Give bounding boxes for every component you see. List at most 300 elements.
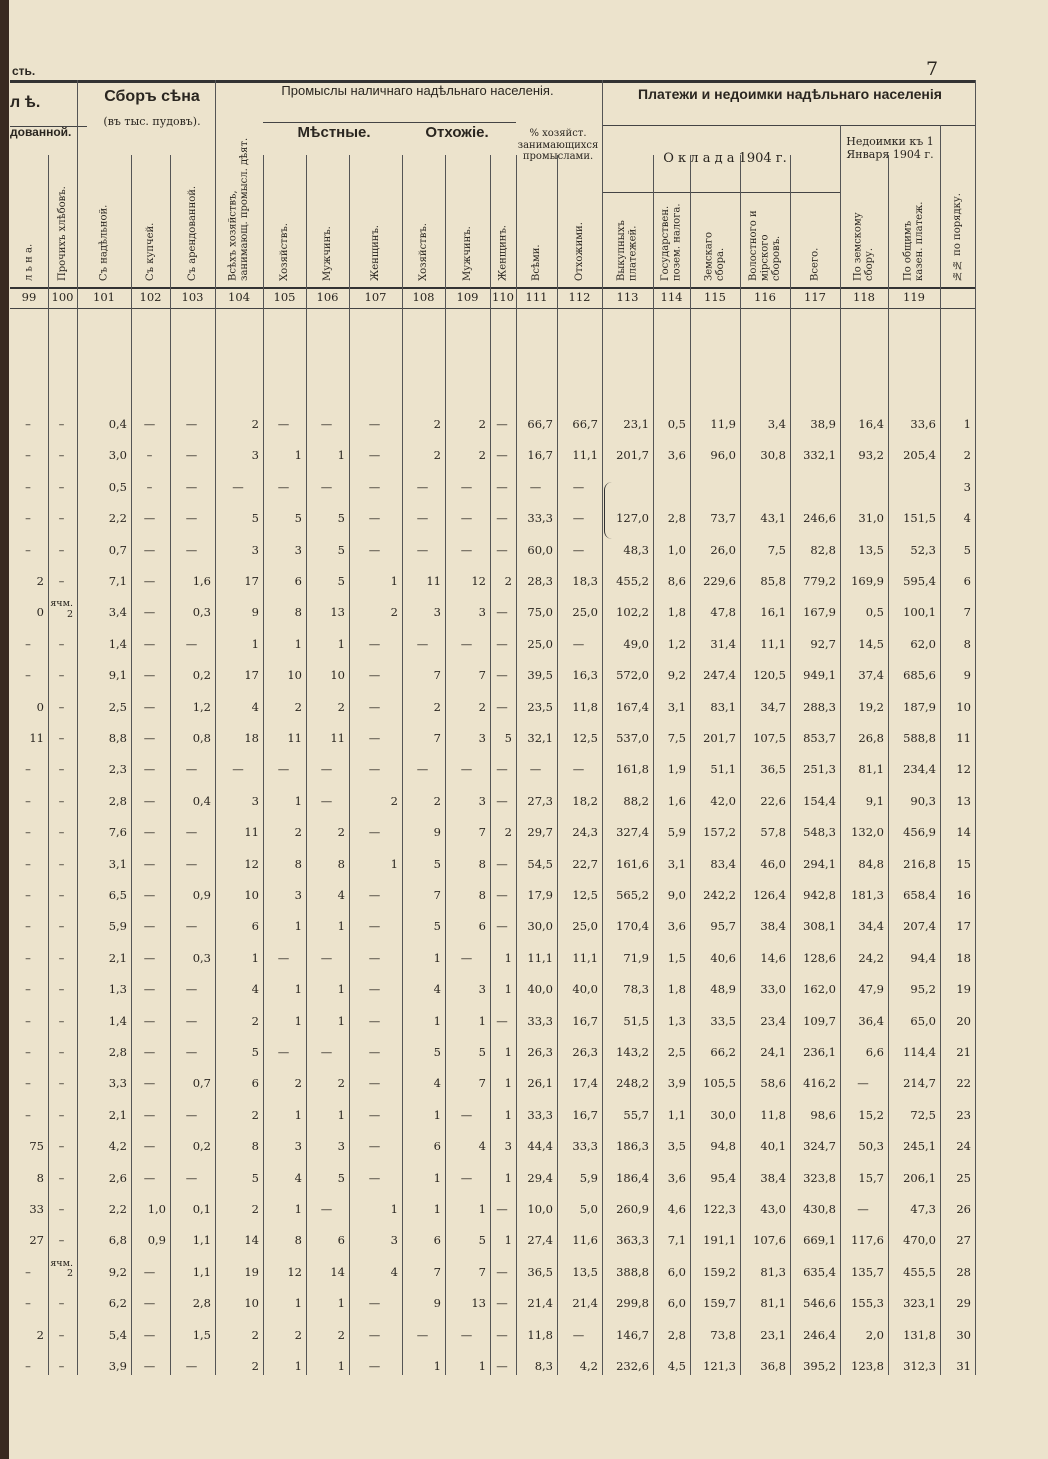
table-cell: 1 <box>433 950 441 965</box>
table-cell: 12 <box>244 856 259 871</box>
table-cell: — <box>368 668 381 683</box>
table-cell: 2 <box>337 1327 345 1342</box>
table-cell: – <box>25 1045 31 1059</box>
table-cell: 7,1 <box>108 574 127 588</box>
table-cell: 1,0 <box>147 1202 166 1216</box>
column-label: Хозяйствъ. <box>278 223 290 281</box>
table-cell: — <box>496 479 508 494</box>
table-cell: 16 <box>956 888 971 902</box>
table-cell: 14,5 <box>858 636 884 651</box>
table-cell: — <box>368 636 381 651</box>
column-number: 100 <box>51 290 74 304</box>
table-cell: 2 <box>251 1013 259 1028</box>
table-row <box>10 1359 975 1390</box>
table-cell: 12 <box>956 762 971 777</box>
table-cell: 4 <box>251 699 259 714</box>
table-cell: 332,1 <box>803 448 836 463</box>
table-cell: 3 <box>294 1139 302 1154</box>
table-cell: – <box>58 856 65 871</box>
table-cell: 13,5 <box>858 542 884 557</box>
table-cell: 363,3 <box>616 1233 649 1248</box>
column-number: 108 <box>412 290 435 304</box>
table-cell: 38,4 <box>760 1170 786 1185</box>
table-cell: 39,5 <box>527 668 553 683</box>
table-cell: 19,2 <box>858 699 884 714</box>
table-cell: 2 <box>478 699 486 714</box>
arrears-title: Недоимки къ 1 Января 1904 г. <box>846 135 934 161</box>
table-cell: 201,7 <box>703 731 736 745</box>
table-cell: 12 <box>471 574 486 588</box>
table-cell: 1 <box>390 574 398 588</box>
table-cell: 7,5 <box>667 731 686 745</box>
table-cell: 30 <box>956 1327 971 1342</box>
table-cell: 48,3 <box>623 542 649 557</box>
table-cell: 10 <box>330 668 345 683</box>
table-cell: 27 <box>956 1233 971 1248</box>
table-cell: 11 <box>244 825 259 840</box>
table-cell: — <box>496 605 508 620</box>
table-cell: 11,8 <box>760 1107 786 1122</box>
table-cell: 24 <box>956 1139 971 1154</box>
table-cell: 2 <box>251 1359 259 1373</box>
table-cell: — <box>368 1139 381 1154</box>
table-cell: 2,0 <box>865 1327 884 1342</box>
column-label: Всѣхъ хозяйствъ, занимающ. промысл. дѣят. <box>227 137 250 281</box>
table-cell: 127,0 <box>616 511 649 526</box>
table-cell: — <box>496 919 508 934</box>
table-cell: 33,0 <box>760 982 786 997</box>
table-cell: 44,4 <box>527 1139 553 1154</box>
table-cell: 1 <box>294 919 302 934</box>
table-cell: 1 <box>294 1359 302 1373</box>
table-cell: 0,9 <box>147 1233 166 1248</box>
table-cell: — <box>185 479 198 494</box>
table-cell: 1 <box>390 856 398 871</box>
table-cell: 34,4 <box>858 919 884 934</box>
table-cell: 1,0 <box>667 542 686 557</box>
table-cell: — <box>232 762 244 777</box>
table-cell: — <box>185 762 198 777</box>
table-cell: 10 <box>956 699 971 714</box>
table-cell: — <box>496 542 508 557</box>
table-cell: – <box>25 1264 31 1279</box>
table-cell: — <box>857 1076 869 1091</box>
table-cell: 20 <box>956 1013 971 1028</box>
table-cell: 2 <box>251 417 259 431</box>
table-cell: 8,6 <box>667 574 686 588</box>
table-cell: 28 <box>956 1264 971 1279</box>
table-cell: 2 <box>478 417 486 431</box>
table-cell: 0 <box>36 699 44 714</box>
table-cell: – <box>25 448 31 463</box>
table-cell: 3,1 <box>667 699 686 714</box>
table-cell: — <box>460 636 473 651</box>
table-cell: 2 <box>433 699 441 714</box>
table-cell: 1,3 <box>108 982 127 997</box>
table-cell: 658,4 <box>903 888 936 902</box>
table-cell: 33,3 <box>527 1107 553 1122</box>
table-cell: 33,3 <box>527 1013 553 1028</box>
table-cell: 33,3 <box>572 1139 598 1154</box>
table-cell: 1,5 <box>192 1327 211 1342</box>
table-cell: 3 <box>337 1139 345 1154</box>
table-cell: 2 <box>433 448 441 463</box>
page-number: 7 <box>926 58 939 80</box>
table-cell: – <box>146 448 153 463</box>
table-row <box>10 637 975 668</box>
table-cell: 22,6 <box>760 793 786 808</box>
table-cell: 0,5 <box>108 479 127 494</box>
table-cell: 29,4 <box>527 1170 553 1185</box>
table-cell: 3 <box>433 605 441 620</box>
table-cell: 2 <box>390 605 398 620</box>
column-label: По общимъ казен. платеж. <box>902 201 925 281</box>
table-cell: 588,8 <box>903 731 936 745</box>
table-cell: 11 <box>287 731 302 745</box>
table-cell: — <box>368 1013 381 1028</box>
table-cell: 2 <box>963 448 971 463</box>
table-cell: — <box>857 1202 869 1216</box>
table-cell: 40,6 <box>710 950 736 965</box>
table-cell: — <box>496 1296 508 1311</box>
table-cell: 95,4 <box>710 1170 736 1185</box>
table-cell: 8 <box>337 856 345 871</box>
table-cell: 1,8 <box>667 982 686 997</box>
table-cell: 26,3 <box>572 1045 598 1059</box>
table-cell: 54,5 <box>527 856 553 871</box>
table-cell: 2,1 <box>108 1107 127 1122</box>
table-cell: 3,9 <box>108 1359 127 1373</box>
table-cell: – <box>58 448 65 463</box>
rule-top <box>10 80 975 83</box>
table-cell: 191,1 <box>703 1233 736 1248</box>
table-cell: 36,5 <box>760 762 786 777</box>
table-cell: 120,5 <box>753 668 786 683</box>
table-cell: 9 <box>251 605 259 620</box>
table-cell: 25,0 <box>572 919 598 934</box>
table-cell: — <box>496 1264 508 1279</box>
table-cell: 388,8 <box>616 1264 649 1279</box>
table-cell: — <box>320 1045 333 1059</box>
table-cell: – <box>25 1359 31 1373</box>
table-cell: 81,1 <box>858 762 884 777</box>
table-cell: 11,6 <box>572 1233 598 1248</box>
table-cell: 455,5 <box>903 1264 936 1279</box>
table-cell: 16,7 <box>572 1013 598 1028</box>
table-cell: 248,2 <box>616 1076 649 1091</box>
table-cell: — <box>143 856 156 871</box>
table-cell: – <box>25 982 31 997</box>
table-cell: 92,7 <box>810 636 836 651</box>
table-cell: — <box>460 542 473 557</box>
table-cell: — <box>185 919 198 934</box>
table-cell: 245,1 <box>903 1139 936 1154</box>
table-cell: 13 <box>956 793 971 808</box>
table-cell: 159,7 <box>703 1296 736 1311</box>
table-cell: 236,1 <box>803 1045 836 1059</box>
table-cell: 6,5 <box>108 888 127 902</box>
table-cell: 6,0 <box>667 1264 686 1279</box>
table-cell: 1 <box>294 636 302 651</box>
table-cell: 6,2 <box>108 1296 127 1311</box>
table-cell: 81,1 <box>760 1296 786 1311</box>
table-cell: — <box>143 982 156 997</box>
table-cell: 17,4 <box>572 1076 598 1091</box>
table-cell: 3,3 <box>108 1076 127 1091</box>
table-cell: 5 <box>433 856 441 871</box>
table-row <box>10 1257 975 1296</box>
table-cell: 3,6 <box>667 919 686 934</box>
table-cell: 546,6 <box>803 1296 836 1311</box>
table-cell: 1,4 <box>108 1013 127 1028</box>
table-cell: — <box>185 1170 198 1185</box>
table-cell: 31,0 <box>858 511 884 526</box>
table-cell: 72,5 <box>910 1107 936 1122</box>
table-cell: 11,1 <box>527 950 553 965</box>
table-cell: — <box>496 417 508 431</box>
table-cell: 8 <box>36 1170 44 1185</box>
table-cell: 33,3 <box>527 511 553 526</box>
table-cell: 685,6 <box>903 668 936 683</box>
table-cell: 7 <box>433 1264 441 1279</box>
table-cell: 1 <box>504 1107 512 1122</box>
table-cell: 15 <box>956 856 971 871</box>
table-cell: 201,7 <box>616 448 649 463</box>
local-trades-title: Мѣстные. <box>297 124 371 141</box>
table-cell: 82,8 <box>810 542 836 557</box>
table-cell: 205,4 <box>903 448 936 463</box>
table-cell: – <box>146 479 153 494</box>
table-cell: — <box>572 1327 585 1342</box>
table-cell: 7 <box>478 1264 486 1279</box>
book-spine <box>0 0 9 1459</box>
table-cell: 16,3 <box>572 668 598 683</box>
table-cell: 2 <box>251 1327 259 1342</box>
table-cell: — <box>277 1045 290 1059</box>
table-cell: 167,9 <box>803 605 836 620</box>
table-cell: 23,1 <box>760 1327 786 1342</box>
table-cell: 46,0 <box>760 856 786 871</box>
table-cell: – <box>58 950 65 965</box>
table-cell: 62,0 <box>910 636 936 651</box>
table-cell: — <box>143 1013 156 1028</box>
table-cell: – <box>58 919 65 934</box>
table-cell: 3 <box>251 448 259 463</box>
column-number: 101 <box>93 290 115 304</box>
table-cell: 7,6 <box>108 825 127 840</box>
table-cell: — <box>185 1359 198 1373</box>
table-cell: 595,4 <box>903 574 936 588</box>
table-cell: — <box>368 448 381 463</box>
table-cell: 151,5 <box>903 511 936 526</box>
column-number: 118 <box>853 290 875 304</box>
column-number: 119 <box>903 290 925 304</box>
table-cell: 2,8 <box>108 793 127 808</box>
table-cell: 10 <box>287 668 302 683</box>
table-cell: 6 <box>294 574 302 588</box>
table-cell: 1 <box>294 982 302 997</box>
table-cell: 1 <box>478 1013 486 1028</box>
table-cell: 1 <box>337 1013 345 1028</box>
table-cell: — <box>143 699 156 714</box>
column-label: Хозяйствъ. <box>417 223 429 281</box>
table-cell: 0,3 <box>192 605 211 620</box>
table-row <box>10 825 975 856</box>
table-cell: 1 <box>504 1233 512 1248</box>
table-cell: — <box>320 479 333 494</box>
table-cell: 30,0 <box>710 1107 736 1122</box>
table-cell: – <box>25 417 31 431</box>
table-cell: 32,1 <box>527 731 553 745</box>
table-cell: 85,8 <box>760 574 786 588</box>
table-cell: 28,3 <box>527 574 553 588</box>
table-cell: 455,2 <box>616 574 649 588</box>
table-cell: 33,5 <box>710 1013 736 1028</box>
table-cell: 5,9 <box>579 1170 598 1185</box>
table-cell: 23,4 <box>760 1013 786 1028</box>
table-cell: 5 <box>433 1045 441 1059</box>
table-cell: 0,5 <box>667 417 686 431</box>
table-cell: 1 <box>433 1202 441 1216</box>
column-number: 110 <box>492 290 514 304</box>
table-cell: – <box>58 699 65 714</box>
table-cell: 21,4 <box>527 1296 553 1311</box>
table-cell: – <box>25 950 31 965</box>
table-cell: – <box>58 982 65 997</box>
table-cell: 8 <box>478 856 486 871</box>
table-cell: 4 <box>337 888 345 902</box>
table-cell: — <box>368 1170 381 1185</box>
table-cell: 251,3 <box>803 762 836 777</box>
table-cell: 1,4 <box>108 636 127 651</box>
table-cell: 66,7 <box>572 417 598 431</box>
table-cell: 1,6 <box>192 574 211 588</box>
table-cell: 11 <box>426 574 441 588</box>
table-cell: 162,0 <box>803 982 836 997</box>
table-cell: 65,0 <box>910 1013 936 1028</box>
table-cell: 4 <box>294 1170 302 1185</box>
table-row <box>10 1076 975 1107</box>
column-label: По земскому сбору. <box>852 212 875 281</box>
table-cell: — <box>368 417 381 431</box>
table-cell: — <box>496 762 508 777</box>
table-cell: 247,4 <box>703 668 736 683</box>
table-cell: 146,7 <box>616 1327 649 1342</box>
table-cell: 75 <box>29 1139 44 1154</box>
table-cell: 5 <box>337 1170 345 1185</box>
table-cell: 1,3 <box>667 1013 686 1028</box>
table-cell: 8 <box>294 1233 302 1248</box>
table-cell: 181,3 <box>851 888 884 902</box>
table-cell: — <box>368 542 381 557</box>
table-cell: 1 <box>504 1170 512 1185</box>
table-cell: 1 <box>294 1296 302 1311</box>
table-cell: 40,0 <box>572 982 598 997</box>
table-cell: 14,6 <box>760 950 786 965</box>
table-cell: 157,2 <box>703 825 736 840</box>
table-cell: – <box>58 1107 65 1122</box>
column-label: Земскаго сбора. <box>703 232 726 281</box>
table-row <box>10 762 975 793</box>
table-cell: 4 <box>478 1139 486 1154</box>
table-cell: 635,4 <box>803 1264 836 1279</box>
table-cell: 1,2 <box>667 636 686 651</box>
table-cell: 37,4 <box>858 668 884 683</box>
table-cell: — <box>572 511 585 526</box>
payments-title: Платежи и недоимки надѣльнаго населенія <box>638 86 942 102</box>
column-label: Всѣми. <box>530 244 542 281</box>
table-cell: 6 <box>251 1076 259 1091</box>
table-cell: 6 <box>433 1139 441 1154</box>
table-cell: 10 <box>244 888 259 902</box>
table-row <box>10 1139 975 1170</box>
table-cell: 1,6 <box>667 793 686 808</box>
table-cell: 17 <box>956 919 971 934</box>
table-cell: — <box>320 1202 333 1216</box>
table-cell: — <box>143 950 156 965</box>
table-cell: 34,7 <box>760 699 786 714</box>
table-cell: 26,1 <box>527 1076 553 1091</box>
table-cell: — <box>368 479 381 494</box>
table-cell: 3 <box>251 542 259 557</box>
column-number: 99 <box>21 290 37 304</box>
table-cell: 187,9 <box>903 699 936 714</box>
table-cell: 23,5 <box>527 699 553 714</box>
table-cell: 25,0 <box>527 636 553 651</box>
table-cell: 2 <box>504 574 512 588</box>
table-cell: — <box>143 793 156 808</box>
column-label: Всего. <box>809 247 821 281</box>
column-number: 111 <box>525 290 548 304</box>
table-cell: 1 <box>478 1202 486 1216</box>
column-label: №№ по порядку. <box>951 193 963 281</box>
table-cell: – <box>58 1359 65 1373</box>
table-cell: — <box>460 1170 473 1185</box>
table-cell: 1 <box>963 417 971 431</box>
table-cell: 25,0 <box>572 605 598 620</box>
table-cell: 2 <box>504 825 512 840</box>
table-cell: 1,8 <box>667 605 686 620</box>
trades-title: Промыслы наличнаго надѣльнаго населенія. <box>281 83 554 98</box>
table-cell: ячм. 2 <box>50 598 73 620</box>
table-cell: 324,7 <box>803 1139 836 1154</box>
table-cell: – <box>25 542 31 557</box>
table-cell: — <box>368 731 381 745</box>
table-cell: 4,6 <box>667 1202 686 1216</box>
table-cell: 1 <box>337 448 345 463</box>
table-cell: 14 <box>244 1233 259 1248</box>
table-cell: 5 <box>433 919 441 934</box>
table-cell: 12,5 <box>572 731 598 745</box>
table-cell: 186,4 <box>616 1170 649 1185</box>
table-cell: — <box>143 542 156 557</box>
table-cell: 43,0 <box>760 1202 786 1216</box>
table-cell: 24,2 <box>858 950 884 965</box>
table-row <box>10 731 975 762</box>
table-cell: – <box>58 1045 65 1059</box>
table-cell: 15,2 <box>858 1107 884 1122</box>
table-cell: – <box>25 1296 31 1311</box>
table-cell: 3,4 <box>108 605 127 620</box>
table-cell: – <box>58 417 65 431</box>
table-cell: 1 <box>478 1359 486 1373</box>
table-cell: – <box>58 1139 65 1154</box>
table-cell: 2 <box>36 1327 44 1342</box>
table-cell: — <box>368 1107 381 1122</box>
table-cell: — <box>368 1359 381 1373</box>
table-cell: 154,4 <box>803 793 836 808</box>
table-cell: 0,4 <box>192 793 211 808</box>
